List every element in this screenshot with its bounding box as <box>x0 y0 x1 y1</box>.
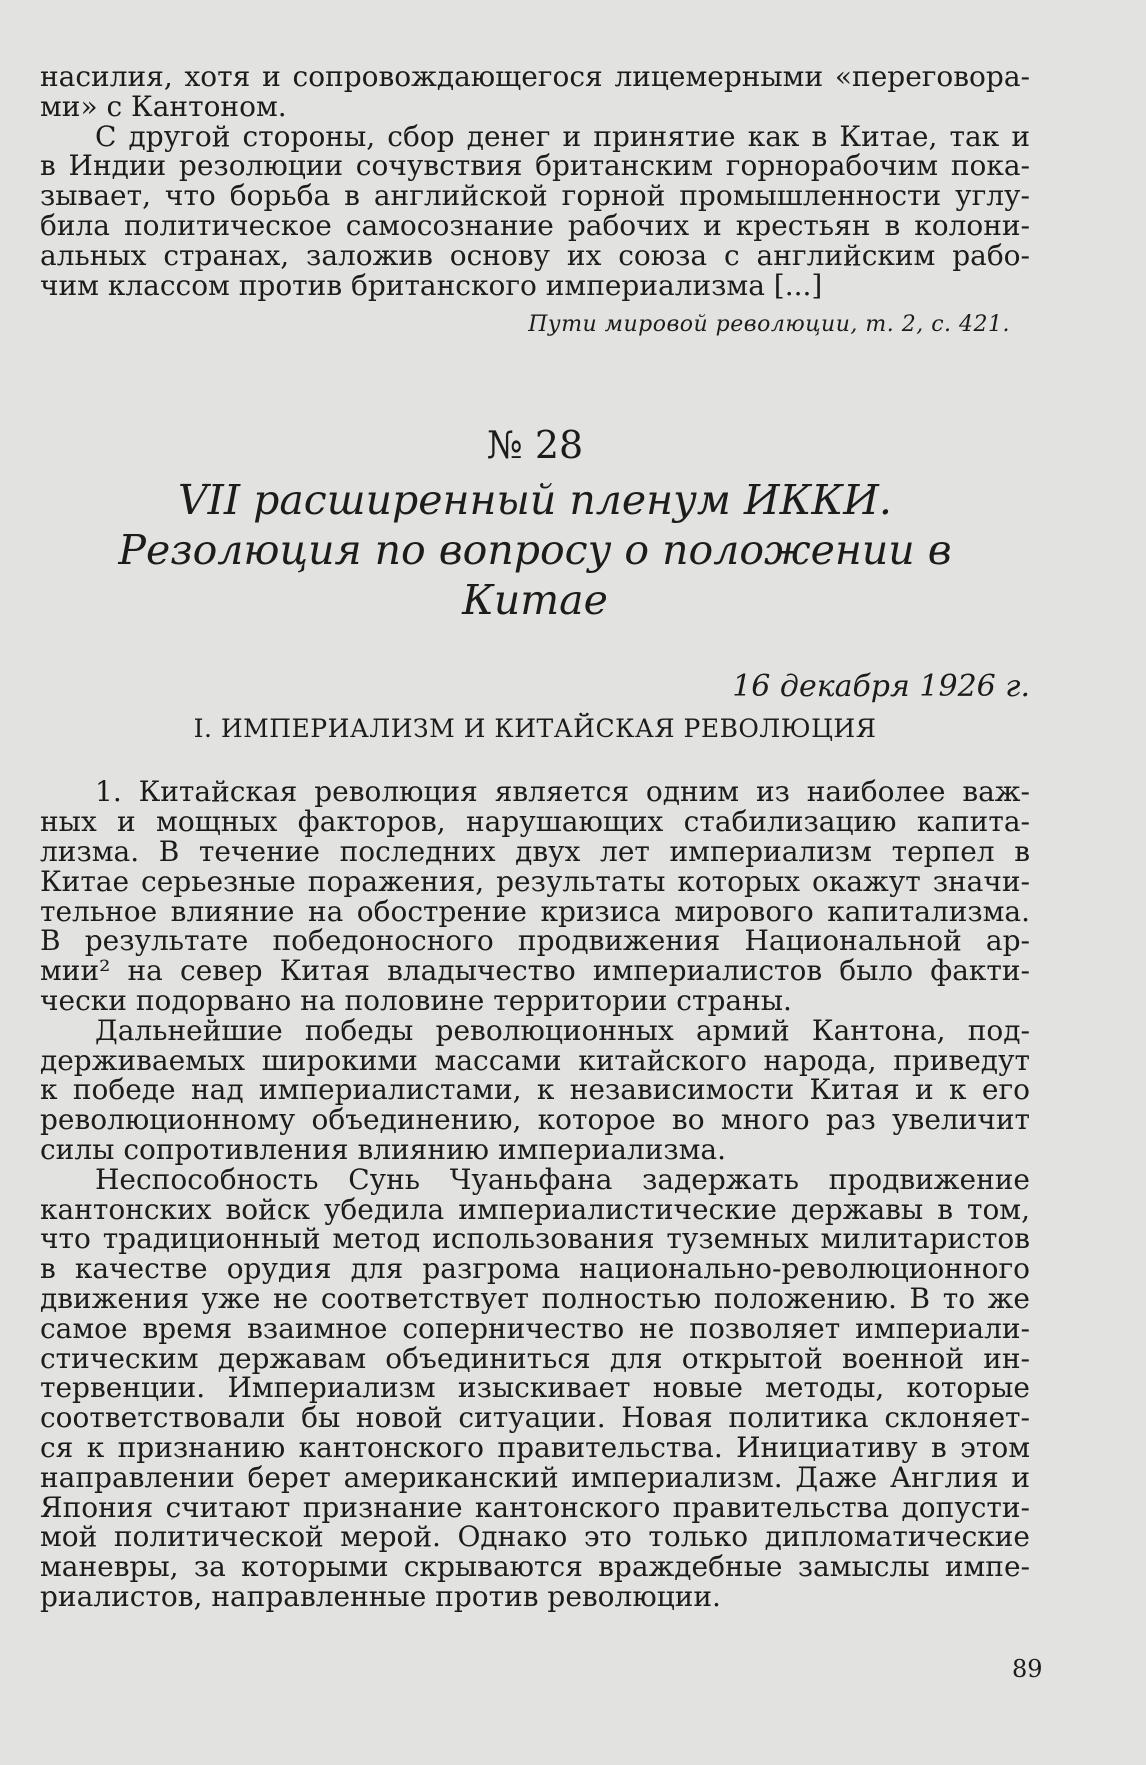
text-line: что традиционный метод использования туземных милитаристов <box>40 1222 1030 1256</box>
text-line: чим классом против британского империализма [...] <box>40 268 823 302</box>
body-paragraph-1 <box>40 777 1030 1015</box>
text-line: Дальнейшие победы революционных армий Кантона, под- <box>95 1013 1030 1047</box>
section-heading: I. ИМПЕРИАЛИЗМ И КИТАЙСКАЯ РЕВОЛЮЦИЯ <box>193 714 877 744</box>
text-line: движения уже не соответствует полностью положению. В то же <box>40 1281 1030 1315</box>
text-line: маневры, за которыми скрываются враждебные замыслы импе- <box>40 1550 1030 1584</box>
text-line: риалистов, направленные против революции. <box>40 1579 721 1613</box>
top-paragraph-2 <box>40 119 1030 302</box>
text-line: альных странах, заложив основу их союза с английским рабо- <box>40 238 1030 272</box>
title-line-2: Резолюция по вопросу о положении в Китае <box>118 526 952 625</box>
title-line-1: VII расширенный пленум ИККИ. <box>178 476 892 525</box>
body-paragraph-2 <box>40 1013 1030 1166</box>
body-paragraph-3 <box>40 1162 1030 1613</box>
text-line: в качестве орудия для разгрома национально-революционного <box>40 1252 1030 1286</box>
document-number: № 28 <box>486 423 584 468</box>
text-line: чески подорвано на половине территории страны. <box>40 983 792 1017</box>
text-line: силы сопротивления влиянию империализма. <box>40 1132 726 1166</box>
text-line: Неспособность Сунь Чуаньфана задержать продвижение <box>95 1162 1030 1196</box>
text-line: ся к признанию кантонского правительства. Инициативу в этом <box>40 1430 1030 1464</box>
text-line: насилия, хотя и сопровождающегося лицемерными «переговора- <box>40 60 1030 93</box>
text-line: самое время взаимное соперничество не позволяет империали- <box>40 1311 1030 1345</box>
text-line: мии² на север Китая владычество империалистов было факти- <box>40 954 1030 988</box>
text-line: к победе над империалистами, к независимости Китая и к его <box>40 1073 1030 1107</box>
text-line: 1. Китайская революция является одним из наиболее важ- <box>95 775 1030 809</box>
text-line: В результате победоносного продвижения Национальной ар- <box>40 924 1030 958</box>
text-line: лизма. В течение последних двух лет империализм терпел в <box>40 834 1030 868</box>
top-paragraph-1 <box>40 62 1030 122</box>
text-line: ных и мощных факторов, нарушающих стабилизацию капита- <box>40 805 1030 839</box>
text-line: соответствовали бы новой ситуации. Новая политика склоняет- <box>40 1401 1030 1435</box>
text-line: зывает, что борьба в английской горной промышленности углу- <box>40 179 1030 213</box>
text-line: революционному объединению, которое во много раз увеличит <box>40 1103 1030 1137</box>
source-citation: Пути мировой революции, т. 2, с. 421. <box>528 312 1010 338</box>
text-line: мой политической мерой. Однако это только дипломатические <box>40 1520 1030 1554</box>
document-date: 16 декабря 1926 г. <box>732 669 1030 705</box>
text-line: била политическое самосознание рабочих и крестьян в колони- <box>40 208 1030 242</box>
text-line: направлении берет американский империализм. Даже Англия и <box>40 1460 1030 1494</box>
text-line: Китае серьезные поражения, результаты которых окажут значи- <box>40 864 1030 898</box>
page-number: 89 <box>1012 1655 1043 1683</box>
text-line: кантонских войск убедила империалистические державы в том, <box>40 1192 1030 1226</box>
text-line: С другой стороны, сбор денег и принятие как в Китае, так и <box>95 119 1030 153</box>
document-title <box>40 475 1030 625</box>
text-line: Япония считают признание кантонского правительства допусти- <box>40 1490 1030 1524</box>
text-line: тервенции. Империализм изыскивает новые методы, которые <box>40 1371 1030 1405</box>
text-line: тельное влияние на обострение кризиса мирового капитализма. <box>40 894 1030 928</box>
book-page <box>40 62 1030 1612</box>
text-line: ми» с Кантоном. <box>40 89 287 123</box>
text-line: держиваемых широкими массами китайского народа, приведут <box>40 1043 1030 1077</box>
text-line: стическим державам объединиться для открытой военной ин- <box>40 1341 1030 1375</box>
text-line: в Индии резолюции сочувствия британским горнорабочим пока- <box>40 149 1030 183</box>
